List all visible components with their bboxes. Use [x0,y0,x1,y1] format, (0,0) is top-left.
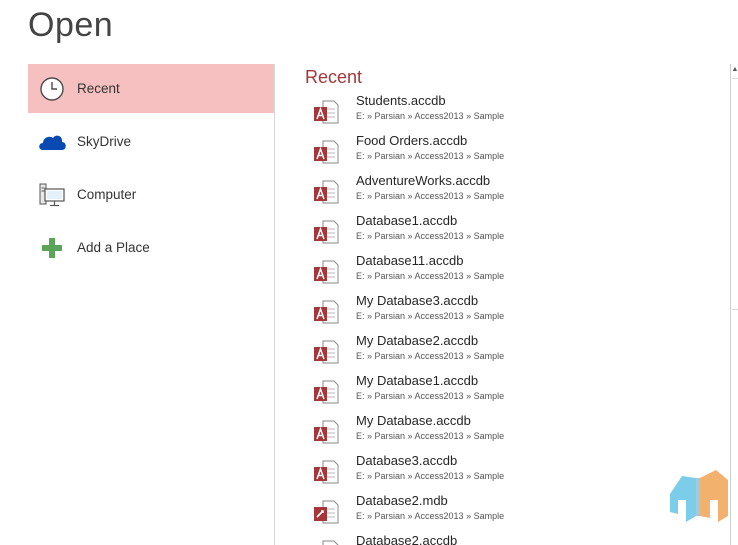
file-path: E: » Parsian » Access2013 » Sample [356,431,505,441]
file-name: Food Orders.accdb [356,133,468,148]
file-text [356,493,504,522]
access-file-icon [313,460,339,484]
recent-file-item[interactable] [305,373,725,413]
file-text [356,373,504,402]
file-name: Students.accdb [356,93,446,108]
access-file-icon [313,420,339,444]
file-text [356,413,504,442]
nav-item-label: Computer [77,187,137,202]
access-file-icon [313,300,339,324]
file-text [356,213,504,242]
file-text [356,133,504,162]
file-text [356,333,504,362]
access-file-icon [313,260,339,284]
access-file-icon [313,540,339,545]
file-path: E: » Parsian » Access2013 » Sample [356,231,505,241]
nav-item-skydrive[interactable] [28,117,274,166]
open-locations-nav [28,64,275,545]
file-path: E: » Parsian » Access2013 » Sample [356,271,505,281]
nav-item-recent[interactable] [28,64,274,113]
file-name: Database11.accdb [356,253,464,268]
file-text [356,533,457,545]
recent-file-item[interactable] [305,293,725,333]
access-file-icon [313,220,339,244]
file-path: E: » Parsian » Access2013 » Sample [356,351,505,361]
file-path: E: » Parsian » Access2013 » Sample [356,191,505,201]
file-name: AdventureWorks.accdb [356,173,491,188]
nav-item-computer[interactable] [28,170,274,219]
mdb-file-icon [313,500,339,524]
file-name: My Database1.accdb [356,373,479,388]
section-title: Recent [305,67,363,87]
recent-file-item[interactable] [305,93,725,133]
scroll-up-arrow-icon[interactable]: ▲ [731,66,738,73]
computer-icon [28,182,76,208]
file-name: My Database.accdb [356,413,471,428]
clock-icon [28,76,76,102]
recent-file-item[interactable] [305,333,725,373]
scrollbar-thumb[interactable] [732,78,738,310]
recent-file-item[interactable] [305,533,725,545]
file-text [356,253,504,282]
access-file-icon [313,100,339,124]
access-file-icon [313,140,339,164]
recent-file-list [305,93,725,545]
file-path: E: » Parsian » Access2013 » Sample [356,391,505,401]
file-path: E: » Parsian » Access2013 » Sample [356,311,505,321]
nav-item-label: SkyDrive [77,134,132,149]
recent-file-item[interactable] [305,493,725,533]
access-file-icon [313,180,339,204]
file-name: My Database2.accdb [356,333,479,348]
recent-file-item[interactable] [305,413,725,453]
nav-item-label: Add a Place [77,240,150,255]
recent-file-item[interactable] [305,453,725,493]
cloud-icon [28,132,76,152]
nav-item-label: Recent [77,81,120,96]
file-text [356,453,504,482]
plus-icon [28,236,76,260]
file-text [356,93,504,122]
watermark-logo [666,466,730,530]
file-text [356,293,504,322]
file-path: E: » Parsian » Access2013 » Sample [356,471,505,481]
file-name: Database1.accdb [356,213,458,228]
file-path: E: » Parsian » Access2013 » Sample [356,511,505,521]
file-name: Database2.accdb [356,533,458,545]
file-path: E: » Parsian » Access2013 » Sample [356,151,505,161]
file-name: Database3.accdb [356,453,458,468]
file-name: Database2.mdb [356,493,448,508]
file-name: My Database3.accdb [356,293,479,308]
recent-files-panel [305,64,725,545]
recent-file-item[interactable] [305,213,725,253]
file-path: E: » Parsian » Access2013 » Sample [356,111,505,121]
recent-file-item[interactable] [305,173,725,213]
access-file-icon [313,380,339,404]
recent-file-item[interactable] [305,133,725,173]
access-file-icon [313,340,339,364]
file-text [356,173,504,202]
recent-file-item[interactable] [305,253,725,293]
page-title: Open [28,6,114,44]
vertical-scrollbar[interactable] [730,64,738,545]
nav-item-add-a-place[interactable] [28,223,274,272]
